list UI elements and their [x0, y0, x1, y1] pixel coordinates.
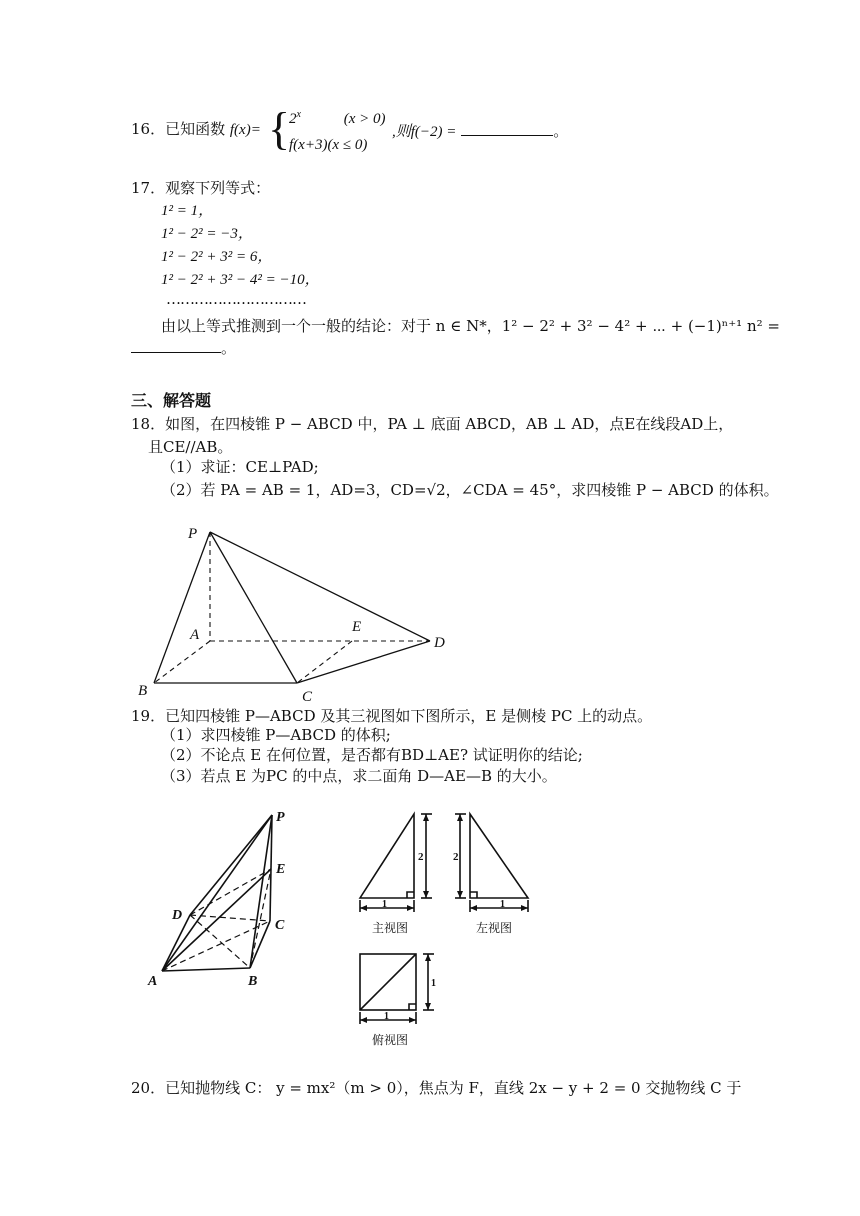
front-view-dim-w-label: 1: [382, 899, 387, 910]
left-view: [450, 808, 550, 938]
label-B: B: [138, 683, 148, 699]
front-view-right-angle: [407, 892, 414, 898]
edge-AB: [162, 968, 250, 971]
q18-part2: （2）若 PA = AB = 1，AD=3，CD=√2，∠CDA = 45°，求四棱锥 P − ABCD 的体积。: [161, 481, 779, 499]
q16-label: [131, 119, 261, 140]
left-view-caption: 左视图: [476, 921, 513, 935]
q18-line1-text: 如图，在四棱锥 P − ABCD 中，PA ⊥ 底面 ABCD，AB ⊥ AD，点E在线段AD上，: [165, 415, 734, 433]
q16-case1-base: 2: [289, 111, 297, 127]
q20-number: 20．: [131, 1079, 166, 1097]
top-view-dim-w-label: 1: [384, 1011, 389, 1022]
edge-AD: [162, 915, 190, 971]
q16-end: 。: [553, 122, 569, 140]
left-view-shape: [470, 814, 528, 898]
q17-stem-line: [131, 178, 270, 198]
top-view-right-angle: [409, 1004, 416, 1010]
q17-number: 17．: [131, 179, 166, 197]
label-A: A: [148, 974, 158, 989]
q17-answer-blank[interactable]: [131, 338, 221, 353]
q17-conclusion: 由以上等式推测到一个一般的结论：对于 n ∈ N*，1² − 2² + 3² − 4² + ⋯ + (−1)ⁿ⁺¹ n² =: [161, 317, 780, 335]
front-view-dim-h-label: 2: [418, 851, 424, 863]
q16-case2-text: f(x+3)(x ≤ 0): [289, 137, 368, 153]
section-title: 三、解答题: [131, 391, 212, 410]
left-view-dim-h-label: 2: [453, 851, 459, 863]
q16-case2: [289, 134, 367, 155]
top-view-dim-h-label: 1: [431, 978, 436, 989]
q16-fx: f(x)=: [229, 122, 261, 138]
q17-answer-line: [131, 338, 236, 358]
front-view-shape: [360, 814, 414, 898]
q16-case1-cond: (x > 0): [343, 111, 386, 127]
top-view-caption: 俯视图: [372, 1033, 409, 1047]
edge-PB: [154, 532, 210, 683]
q18-line2: 且CE//AB。: [148, 438, 233, 456]
q16-then: ,则f(−2) =: [392, 124, 457, 140]
q20-line1-text: 已知抛物线 C： y = mx²（m > 0），焦点为 F，直线 2x − y + 2 = 0 交抛物线 C 于: [165, 1079, 742, 1097]
label-E: E: [276, 862, 286, 877]
label-A: A: [190, 627, 200, 643]
q17-eq3: 1² − 2² + 3² = 6，: [161, 249, 273, 265]
front-view: [352, 808, 444, 938]
q16-tail: [392, 121, 568, 142]
left-view-right-angle: [470, 892, 477, 898]
edge-PC: [210, 532, 297, 683]
q19-part3: （3）若点 E 为PC 的中点，求二面角 D—AE—B 的大小。: [161, 767, 557, 785]
q16-case1: [289, 108, 386, 129]
q18-number: 18．: [131, 415, 166, 433]
q17-stem: 观察下列等式：: [165, 179, 271, 197]
q20-line1: [131, 1078, 741, 1098]
q16-number: 16．: [131, 120, 166, 138]
label-P: P: [276, 810, 285, 825]
q16-case1-exp: x: [296, 109, 301, 120]
q17-eq1: 1² = 1，: [161, 203, 214, 219]
q19-line1: [131, 706, 652, 726]
q18-line1: [131, 414, 733, 434]
q17-dots: …………………………: [166, 290, 306, 308]
q19-part2: （2）不论点 E 在何位置，是否都有BD⊥AE? 试证明你的结论;: [161, 746, 583, 764]
top-view-diagonal: [360, 954, 416, 1010]
label-P: P: [188, 526, 198, 542]
top-view: [352, 948, 447, 1048]
left-view-dim-w-label: 1: [500, 899, 505, 910]
label-C: C: [302, 689, 313, 705]
label-B: B: [248, 974, 258, 989]
label-D: D: [434, 635, 445, 651]
q19-line1-text: 已知四棱锥 P—ABCD 及其三视图如下图所示，E 是侧棱 PC 上的动点。: [165, 707, 653, 725]
edge-CE: [297, 641, 352, 683]
q18-part1: （1）求证：CE⊥PAD;: [161, 458, 319, 476]
edge-PA: [162, 815, 272, 971]
q16-answer-blank[interactable]: [461, 121, 553, 136]
q16-brace: {: [268, 103, 291, 154]
q19-part1: （1）求四棱锥 P—ABCD 的体积;: [161, 726, 391, 744]
front-view-caption: 主视图: [372, 921, 409, 935]
q17-eq2: 1² − 2² = −3，: [161, 226, 253, 242]
q16-stem: 已知函数: [165, 120, 226, 138]
edge-BE: [250, 869, 271, 968]
q17-end: 。: [221, 339, 237, 357]
edge-PD: [210, 532, 430, 641]
edge-DB: [190, 915, 250, 968]
edge-CD: [297, 641, 430, 683]
q19-figure: [140, 805, 300, 995]
label-C: C: [275, 918, 285, 933]
label-D: D: [172, 908, 183, 923]
q17-eq4: 1² − 2² + 3² − 4² = −10，: [161, 272, 320, 288]
label-E: E: [352, 619, 362, 635]
q19-number: 19．: [131, 707, 166, 725]
q18-figure: [130, 515, 460, 705]
